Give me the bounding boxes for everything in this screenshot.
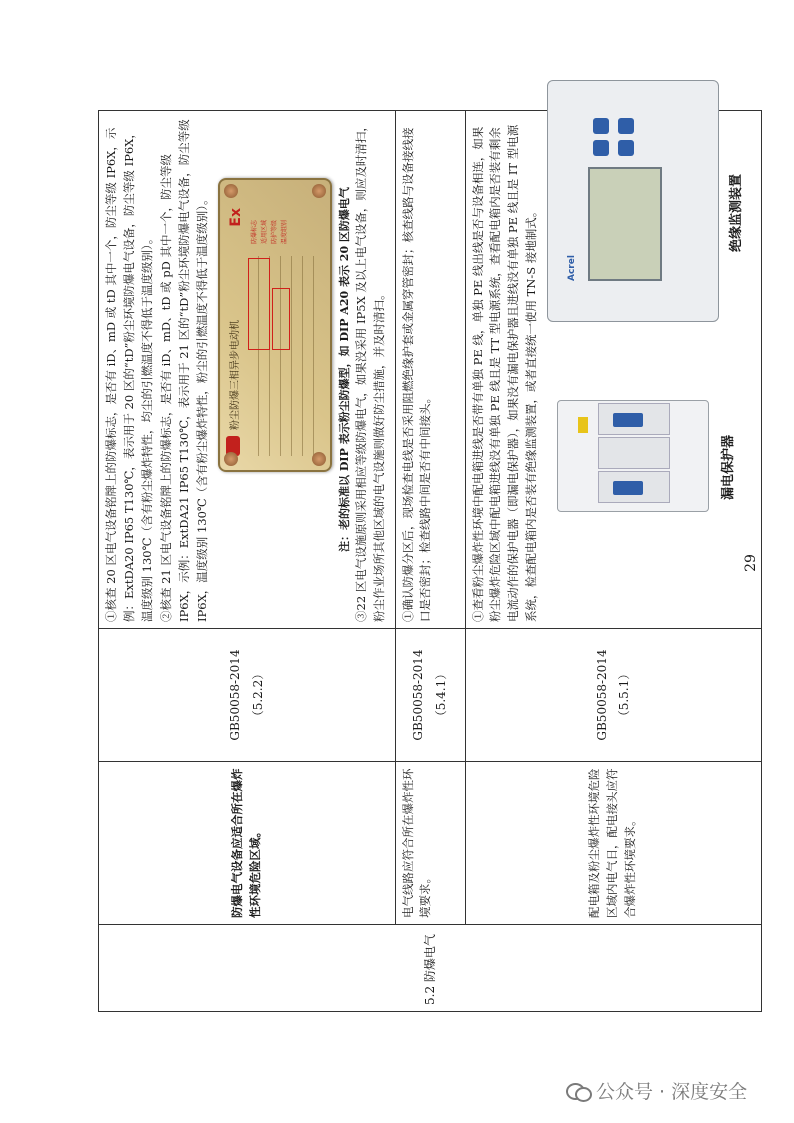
standard-cell xyxy=(99,629,396,762)
content-cell xyxy=(99,111,396,629)
wechat-icon xyxy=(566,1081,590,1101)
test-button-icon xyxy=(578,417,588,433)
nameplate-label: 适用区域 xyxy=(261,219,269,244)
residual-current-breaker-image xyxy=(557,400,709,512)
image-caption: 漏电保护器 xyxy=(720,434,736,500)
item-cell: 配电箱及粉尘爆炸性环境危险区域内电气日，配电接头应符合爆炸性环境要求。 xyxy=(465,762,761,925)
breaker-handle xyxy=(613,413,643,427)
section-cell: 5.2 防爆电气 xyxy=(99,925,762,1012)
insulation-monitor-image xyxy=(547,80,719,322)
image-caption: 绝缘监测装置 xyxy=(728,173,744,252)
bolt-icon xyxy=(224,184,238,198)
bolt-icon xyxy=(312,184,326,198)
rotated-page-content xyxy=(98,110,744,1012)
standard-clause: （5.2.2） xyxy=(250,667,265,723)
breaker-pole xyxy=(598,437,670,469)
content-paragraph: ①查看粉尘爆炸性环境中配电箱进线是否带有单独 PE 线，单独 PE 线出线是否与设备相连，如果粉尘爆炸危险区域中配电箱进线没有单独 PE 线且是 TT 型电源系统，查看配电箱内是否装有剩余电流动作的保护电器（即漏电保护器），如果没有漏电保护器且进线没有单独 PE 线且是 IT 型电源系统，检查配电箱内是否装有绝缘监测装置，或者直接统一使用 TN-S 接地制式。 xyxy=(470,124,538,622)
meter-button-icon xyxy=(618,118,634,134)
meter-screen xyxy=(588,167,662,281)
watermark xyxy=(566,1077,747,1104)
standard-code: GB50058-2014 xyxy=(594,649,609,741)
meter-button-icon xyxy=(618,140,634,156)
content-paragraph: ③22 区电气设施原则采用相应等级防爆电气，如果没采用 IP5X 及以上电气设备，则应及时清扫，粉尘作业场所其他区域的电气设施则做好防尘措施，并及时清扫。 xyxy=(353,120,386,622)
item-cell: 电气线路应符合所在爆炸性环境要求。 xyxy=(395,762,465,925)
page-number: 29 xyxy=(742,554,759,572)
nameplate-label: 防护等级 xyxy=(271,219,279,244)
standard-clause: （5.5.1） xyxy=(617,667,632,723)
nameplate-photo xyxy=(218,178,332,472)
meter-button-icon xyxy=(593,140,609,156)
table-row xyxy=(99,111,396,1012)
ex-mark: Ex xyxy=(227,208,244,227)
table-row xyxy=(465,111,761,1012)
content-cell xyxy=(395,111,465,629)
table-row xyxy=(395,111,465,1012)
meter-brand: Acrel xyxy=(566,255,577,281)
equipment-images xyxy=(547,117,757,622)
highlight-box xyxy=(272,288,290,350)
standard-code: GB50058-2014 xyxy=(411,649,426,741)
inspection-table xyxy=(98,110,762,1012)
content-paragraph: ①确认防爆分区后，现场检查电线是否采用阻燃绝缘护套或金属穿管密封；核查线路与设备接线接口是否密封；检查线路中间是否有中间接头。 xyxy=(400,127,433,622)
highlight-box xyxy=(248,258,270,350)
nameplate-title: 粉尘防爆三相异步电动机 xyxy=(229,320,241,430)
meter-button-icon xyxy=(593,118,609,134)
nameplate-labels xyxy=(250,220,291,244)
standard-cell xyxy=(465,629,761,762)
nameplate-label: 防爆标志 xyxy=(250,219,258,244)
bolt-icon xyxy=(224,452,238,466)
bolt-icon xyxy=(312,452,326,466)
breaker-handle xyxy=(613,481,643,495)
nameplate-label: 温度组别 xyxy=(281,219,289,244)
note-text: 注：老的标准以 DIP 表示粉尘防爆型，如 DIP A20 表示 20 区防爆电气 xyxy=(337,187,351,552)
standard-cell xyxy=(395,629,465,762)
standard-code: GB50058-2014 xyxy=(228,649,243,741)
content-paragraph: ②核查 21 区电气设备铭牌上的防爆标志，是否有 iD、mD、tD 或 pD 其中一个，防尘等级 IP6X，示例：ExtDA21 IP65 T130℃，表示用于 21 区的“tD”粉尘环境防爆电气设备，防尘等级 IP6X，温度级别 130℃（含有粉尘爆炸特性，粉尘的引燃温度不得低于温度级别）。 xyxy=(159,119,210,622)
standard-clause: （5.4.1） xyxy=(434,667,449,723)
item-cell: 防爆电气设备应适合所在爆炸性环境危险区域。 xyxy=(99,762,396,925)
content-paragraph: ①核查 20 区电气设备铭牌上的防爆标志，是否有 iD、mD 或 tD 其中一个，防尘等级 IP6X，示例：ExtDA20 IP65 T130℃，表示用于 20 区的“tD”粉尘环境防爆电气设备，防尘等级 IP6X，温度级别 130℃（含有粉尘爆炸特性，均尘的引燃温度不得低于温度级别）。 xyxy=(104,127,154,622)
content-cell xyxy=(465,111,761,629)
watermark-text: 公众号 · 深度安全 xyxy=(596,1081,748,1103)
